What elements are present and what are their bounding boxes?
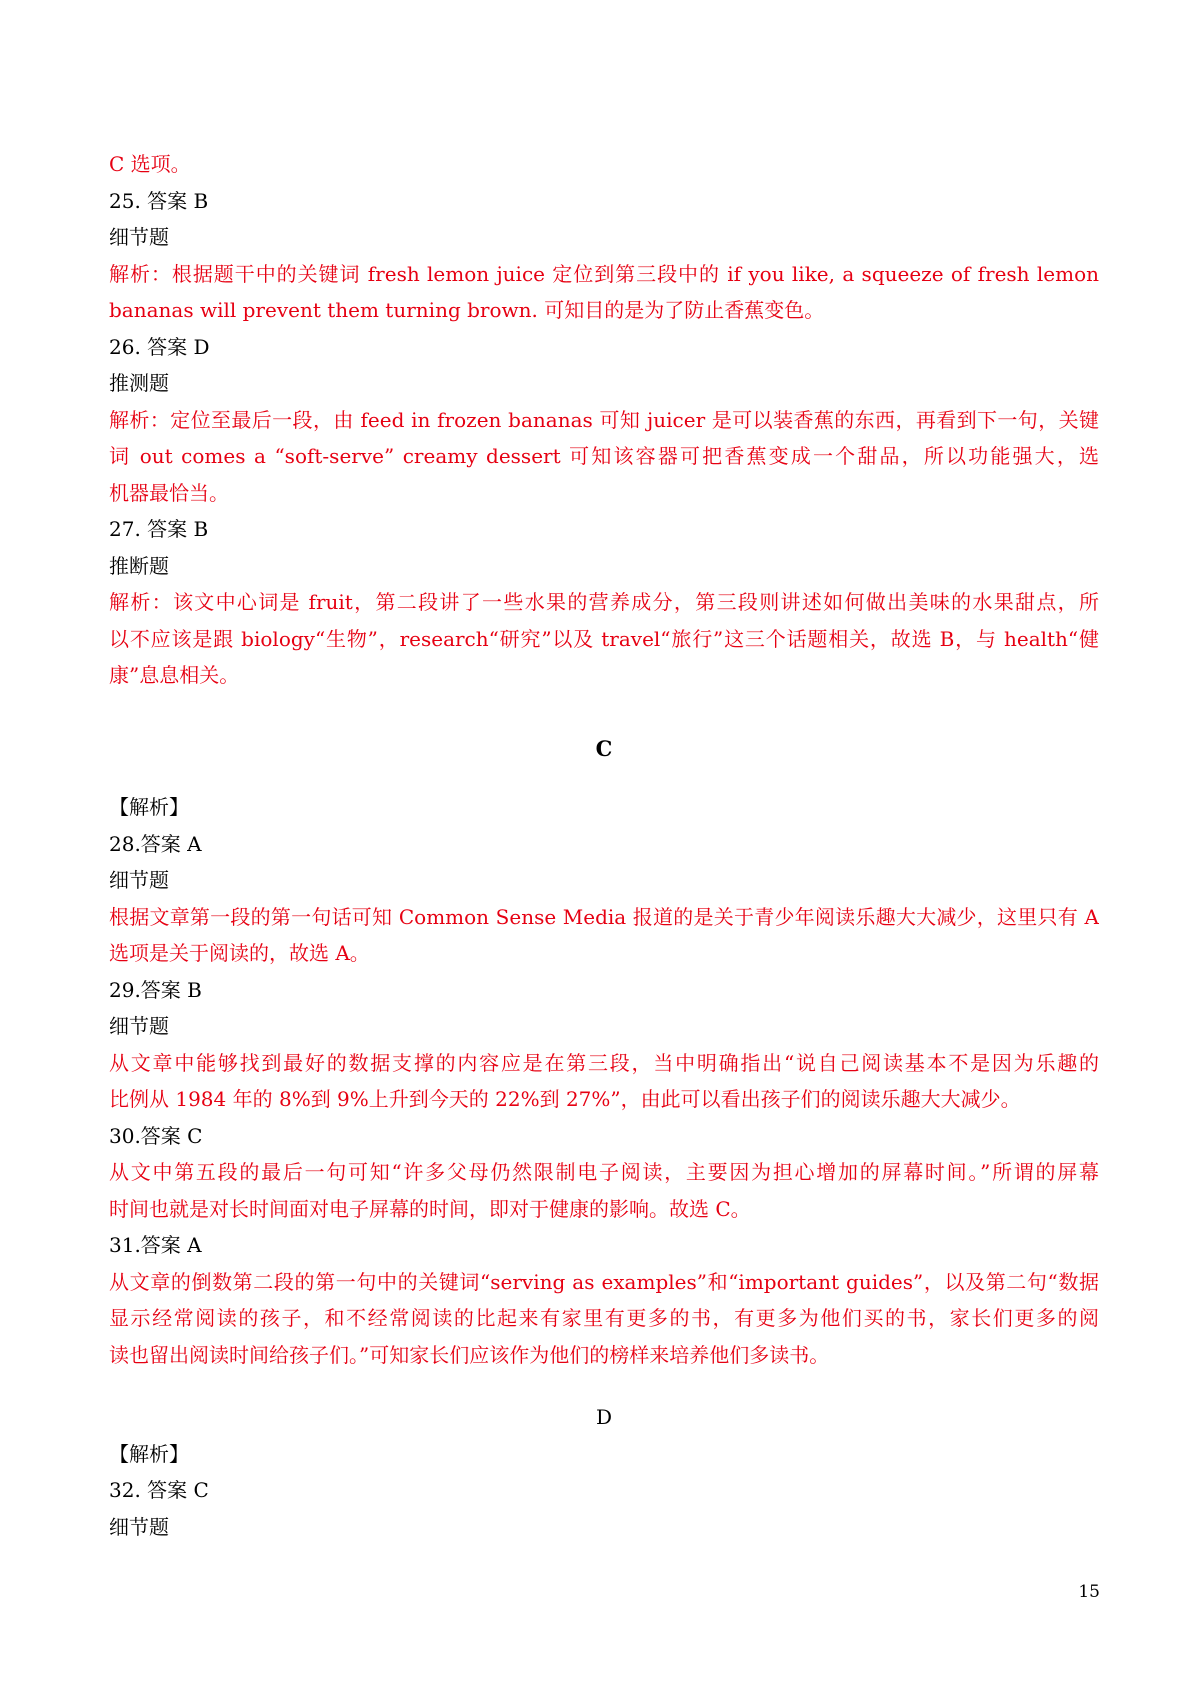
- type-32: 细节题: [109, 1514, 169, 1539]
- spacer: [109, 694, 1099, 731]
- explanation-31-line-1: 从文章的倒数第二段的第一句中的关键词“serving as examples”和“important guides”，以及第二句“数据: [109, 1269, 1099, 1294]
- explanation-28-line-2: 选项是关于阅读的，故选 A。: [109, 941, 370, 965]
- explanation-30-line-1: 从文中第五段的最后一句可知“许多父母仍然限制电子阅读，主要因为担心增加的屏幕时间。”所谓的屏幕: [109, 1160, 1099, 1184]
- type-26: 推测题: [109, 371, 169, 395]
- explanation-26-line-3: 机器最恰当。: [109, 480, 229, 505]
- type-27: 推断题: [109, 553, 169, 578]
- type-25: 细节题: [109, 225, 169, 249]
- explanation-31-line-3: 读也留出阅读时间给孩子们。”可知家长们应该作为他们的榜样来培养他们多读书。: [109, 1342, 830, 1367]
- page-content: [109, 146, 1099, 1545]
- section-d-heading: D: [595, 1405, 613, 1429]
- spacer: [109, 1373, 1099, 1399]
- explanation-25-line-2: bananas will prevent them turning brown. 可知目的是为了防止香蕉变色。: [109, 298, 825, 322]
- section-d-analysis-label: 【解析】: [109, 1441, 189, 1466]
- section-c-analysis-label: 【解析】: [109, 795, 189, 819]
- explanation-26-line-1: 解析：定位至最后一段，由 feed in frozen bananas 可知 juicer 是可以装香蕉的东西，再看到下一句，关键: [109, 407, 1099, 432]
- explanation-27-line-1: 解析：该文中心词是 fruit，第二段讲了一些水果的营养成分，第三段则讲述如何做出美味的水果甜点，所: [109, 590, 1099, 614]
- explanation-25-line-1: 解析：根据题干中的关键词 fresh lemon juice 定位到第三段中的 if you like, a squeeze of fresh lemon: [109, 261, 1099, 286]
- answer-31: 31.答案 A: [109, 1233, 202, 1257]
- answer-32: 32. 答案 C: [109, 1478, 209, 1502]
- answer-26: 26. 答案 D: [109, 334, 210, 359]
- type-29: 细节题: [109, 1014, 169, 1038]
- option-c-line: C 选项。: [109, 152, 191, 176]
- answer-29: 29.答案 B: [109, 977, 202, 1002]
- section-c-heading: C: [595, 735, 613, 761]
- explanation-28-line-1: 根据文章第一段的第一句话可知 Common Sense Media 报道的是关于青少年阅读乐趣大大减少，这里只有 A: [109, 904, 1099, 929]
- spacer: [109, 767, 1099, 789]
- answer-25: 25. 答案 B: [109, 188, 209, 213]
- type-28: 细节题: [109, 868, 169, 892]
- explanation-27-line-2: 以不应该是跟 biology“生物”，research“研究”以及 travel“旅行”这三个话题相关，故选 B，与 health“健: [109, 626, 1099, 651]
- explanation-27-line-3: 康”息息相关。: [109, 663, 240, 687]
- page-number: 15: [1078, 1582, 1100, 1602]
- answer-27: 27. 答案 B: [109, 517, 209, 541]
- answer-28: 28.答案 A: [109, 831, 202, 856]
- explanation-30-line-2: 时间也就是对长时间面对电子屏幕的时间，即对于健康的影响。故选 C。: [109, 1196, 751, 1221]
- explanation-26-line-2: 词 out comes a “soft-serve” creamy dessert 可知该容器可把香蕉变成一个甜品，所以功能强大，选: [109, 444, 1099, 468]
- answer-30: 30.答案 C: [109, 1123, 203, 1148]
- explanation-31-line-2: 显示经常阅读的孩子，和不经常阅读的比起来有家里有更多的书，有更多为他们买的书，家长们更多的阅: [109, 1306, 1099, 1330]
- explanation-29-line-1: 从文章中能够找到最好的数据支撑的内容应是在第三段，当中明确指出“说自己阅读基本不是因为乐趣的: [109, 1050, 1099, 1075]
- explanation-29-line-2: 比例从 1984 年的 8%到 9%上升到今天的 22%到 27%”，由此可以看出孩子们的阅读乐趣大大减少。: [109, 1087, 1021, 1111]
